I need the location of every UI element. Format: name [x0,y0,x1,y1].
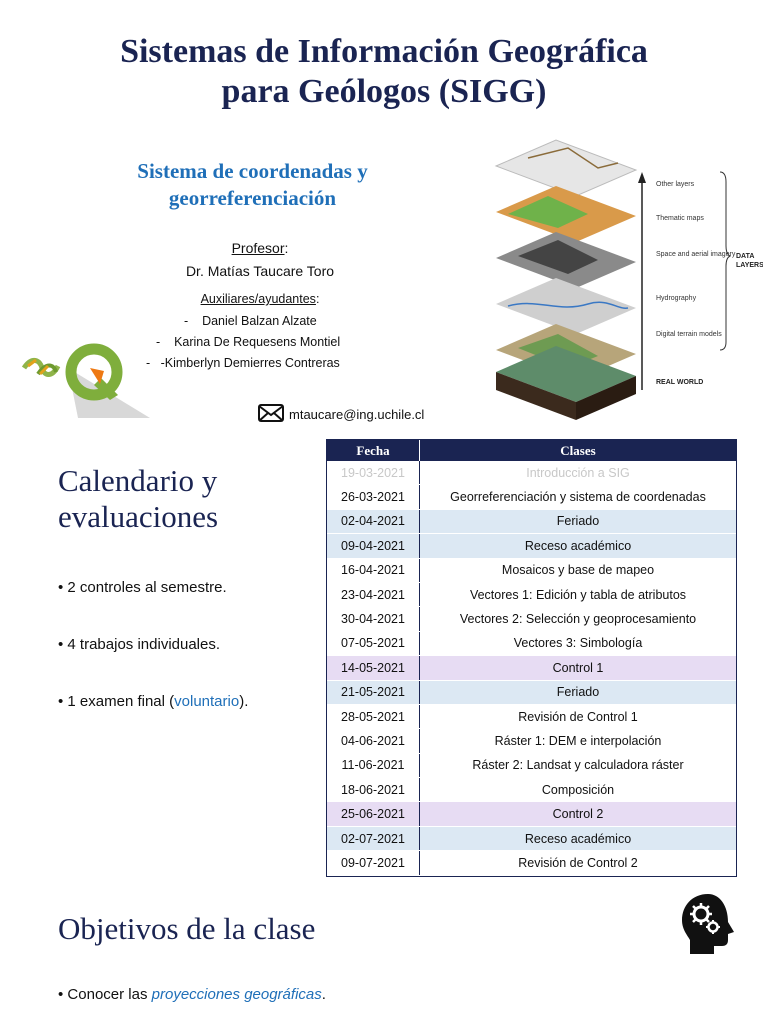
table-row [327,753,736,777]
layer-label: Thematic maps [656,215,704,222]
bullet-item: • Conocer las proyecciones geográficas. [58,986,326,1003]
table-row [327,461,736,485]
email-contact[interactable] [258,404,424,425]
cell-fecha: 28-05-2021 [327,704,420,728]
cell-clase: Control 2 [420,802,737,826]
profesor-name: Dr. Matías Taucare Toro [185,263,335,279]
calendar-table [326,439,737,877]
cell-clase: Mosaicos y base de mapeo [420,558,737,582]
qgis-logo-icon [18,338,150,420]
table-row [327,680,736,704]
cell-fecha: 23-04-2021 [327,582,420,606]
aux-item: - Karina De Requesens Montiel [156,335,341,349]
cell-clase: Feriado [420,509,737,533]
cell-fecha: 04-06-2021 [327,729,420,753]
cell-fecha: 19-03-2021 [327,461,420,485]
cell-clase: Composición [420,778,737,802]
aux-item: - -Kimberlyn Demierres Contreras [146,356,340,370]
cell-clase: Receso académico [420,826,737,850]
data-layers-label: DATA [736,253,755,260]
table-row [327,704,736,728]
cell-fecha: 18-06-2021 [327,778,420,802]
cell-fecha: 07-05-2021 [327,631,420,655]
cell-clase: Vectores 1: Edición y tabla de atributos [420,582,737,606]
page-subtitle: Sistema de coordenadas y georreferenciación [137,159,368,210]
aux-item: - Daniel Balzan Alzate [184,314,317,328]
table-row [327,851,736,875]
cell-clase: Control 1 [420,656,737,680]
cell-clase: Ráster 1: DEM e interpolación [420,729,737,753]
cell-clase: Ráster 2: Landsat y calculadora ráster [420,753,737,777]
cell-clase: Revisión de Control 2 [420,851,737,875]
cell-clase: Vectores 2: Selección y geoprocesamiento [420,607,737,631]
bullet-item: • 4 trabajos individuales. [58,636,221,653]
table-row [327,778,736,802]
cell-clase: Receso académico [420,534,737,558]
cell-fecha: 09-07-2021 [327,851,420,875]
layer-label: Space and aerial imagery [656,251,736,258]
table-row [327,656,736,680]
objetivos-heading: Objetivos de la clase [58,911,316,946]
calendario-heading: Calendario y evaluaciones [58,463,219,534]
table-row [327,607,736,631]
layer-label: REAL WORLD [656,379,704,386]
col-header-clases: Clases [420,440,737,461]
auxiliares-label: Auxiliares/ayudantes: [200,292,320,306]
cell-fecha: 16-04-2021 [327,558,420,582]
cell-fecha: 21-05-2021 [327,680,420,704]
cell-clase: Introducción a SIG [420,461,737,485]
email-text: mtaucare@ing.uchile.cl [289,407,425,422]
layer-label: Digital terrain models [656,331,722,338]
table-row [327,558,736,582]
table-row [327,509,736,533]
head-gears-icon [680,892,736,956]
data-layers-illustration [488,128,763,428]
envelope-icon [258,404,284,425]
table-row [327,631,736,655]
cell-fecha: 02-04-2021 [327,509,420,533]
cell-fecha: 30-04-2021 [327,607,420,631]
data-layers-label: LAYERS [736,262,763,269]
cell-clase: Feriado [420,680,737,704]
cell-fecha: 09-04-2021 [327,534,420,558]
cell-clase: Revisión de Control 1 [420,704,737,728]
layer-label: Other layers [656,181,695,188]
bullet-item: • 1 examen final (voluntario). [58,693,249,710]
cell-clase: Vectores 3: Simbología [420,631,737,655]
cell-clase: Georreferenciación y sistema de coordenadas [420,485,737,509]
cell-fecha: 11-06-2021 [327,753,420,777]
table-row [327,582,736,606]
bullet-item: • 2 controles al semestre. [58,579,227,596]
cell-fecha: 25-06-2021 [327,802,420,826]
page-title: Sistemas de Información Geográfica para Geólogos (SIGG) [120,33,648,110]
cell-fecha: 14-05-2021 [327,656,420,680]
layer-label: Hydrography [656,295,697,302]
table-row [327,802,736,826]
cell-fecha: 26-03-2021 [327,485,420,509]
profesor-label: Profesor: [231,240,289,256]
table-row [327,485,736,509]
table-row [327,826,736,850]
col-header-fecha: Fecha [327,440,420,461]
table-row [327,729,736,753]
table-row [327,534,736,558]
cell-fecha: 02-07-2021 [327,826,420,850]
